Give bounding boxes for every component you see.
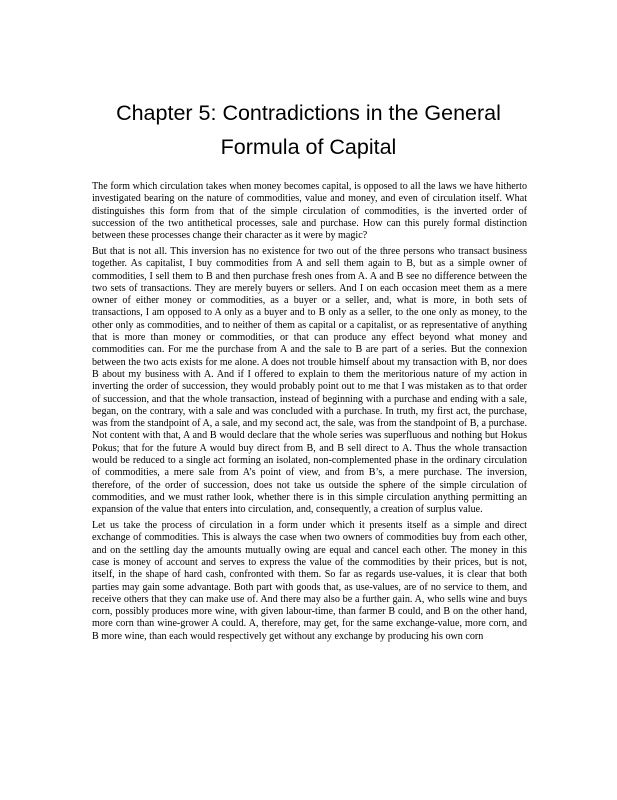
paragraph-3: Let us take the process of circulation in a form under which it presents itself as a simple and direct exchange of commodities. This is always the case when two owners of commodities buy from each other, and on the settling day the amounts mutually owing are equal and cancel each other. The money in this case is money of account and serves to express the value of the commodities by their prices, but is not, itself, in the shape of hard cash, confronted with them. So far as regards use-values, it is clear that both parties may gain some advantage. Both part with goods that, as use-values, are of no service to them, and receive others that they can make use of. And there may also be a further gain. A, who sells wine and buys corn, possibly produces more wine, with given labour-time, than farmer B could, and B on the other hand, more corn than wine-grower A could. A, therefore, may get, for the same exchange-value, more corn, and B more wine, than each would respectively get without any exchange by producing his own corn — [92, 520, 527, 642]
chapter-title-line-1: Chapter 5: Contradictions in the General — [116, 101, 501, 125]
paragraph-1: The form which circulation takes when money becomes capital, is opposed to all the laws we have hitherto investigated bearing on the nature of commodities, value and money, and even of circulation itself. What distinguishes this form from that of the simple circulation of commodities, is the inverted order of succession of the two antithetical processes, sale and purchase. How can this purely formal distinction between these processes change their character as it were by magic? — [92, 181, 527, 242]
chapter-title-line-2: Formula of Capital — [220, 135, 397, 159]
chapter-body — [92, 181, 527, 646]
paragraph-2: But that is not all. This inversion has no existence for two out of the three persons who transact business together. As capitalist, I buy commodities from A and sell them again to B, but as a simple owner of commodities, I sell them to B and then purchase fresh ones from A. A and B see no difference between the two sets of transactions. They are merely buyers or sellers. And I on each occasion meet them as a mere owner of either money or commodities, as a buyer or a seller, and, what is more, in both sets of transactions, I am opposed to A only as a buyer and to B only as a seller, to the one only as money, to the other only as commodities, and to neither of them as capital or a capitalist, or as representative of anything that is more than money or commodities, or that can produce any effect beyond what money and commodities can. For me the purchase from A and the sale to B are part of a series. But the connexion between the two acts exists for me alone. A does not trouble himself about my transaction with B, nor does B about my business with A. And if I offered to explain to them the meritorious nature of my action in inverting the order of succession, they would probably point out to me that I was mistaken as to that order of succession, and that the whole transaction, instead of beginning with a purchase and ending with a sale, began, on the contrary, with a sale and was concluded with a purchase. In truth, my first act, the purchase, was from the standpoint of A, a sale, and my second act, the sale, was from the standpoint of B, a purchase. Not content with that, A and B would declare that the whole series was superfluous and nothing but Hokus Pokus; that for the future A would buy direct from B, and B sell direct to A. Thus the whole transaction would be reduced to a single act forming an isolated, non-complemented phase in the ordinary circulation of commodities, a mere sale from A’s point of view, and from B’s, a mere purchase. The inversion, therefore, of the order of succession, does not take us outside the sphere of the simple circulation of commodities, and we must rather look, whether there is in this simple circulation anything permitting an expansion of the value that enters into circulation, and, consequently, a creation of surplus value. — [92, 245, 527, 516]
